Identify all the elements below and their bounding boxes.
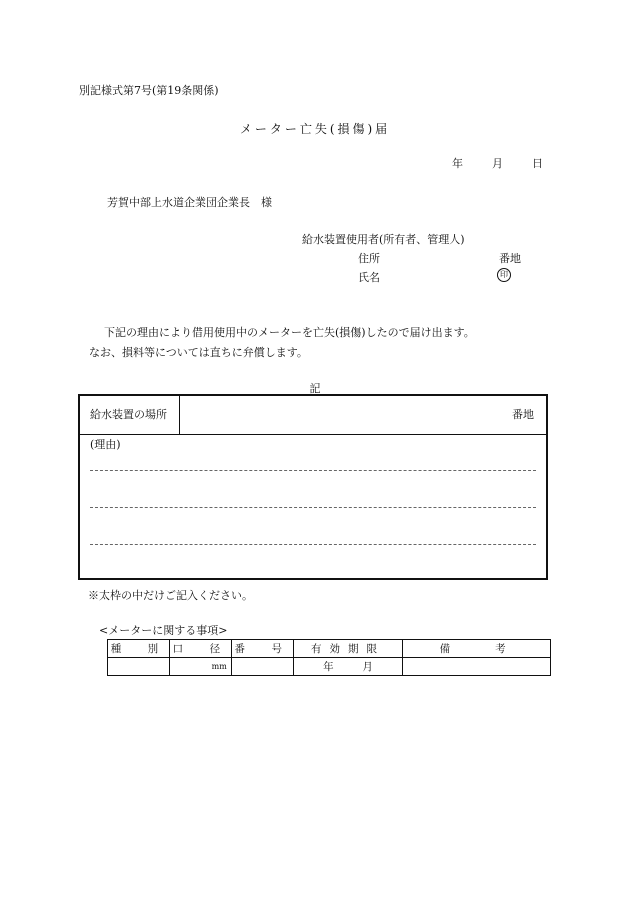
address-suffix: 番地 <box>499 252 521 265</box>
reason-line-2[interactable] <box>90 507 536 508</box>
header-expiry: 有効期限 <box>293 640 403 658</box>
form-reference: 別記様式第7号(第19条関係) <box>79 84 219 97</box>
cell-caliber[interactable]: mm <box>169 658 231 676</box>
meter-heading: <メーターに関する事項> <box>99 624 228 637</box>
cell-remarks[interactable] <box>403 658 551 676</box>
reason-line-3[interactable] <box>90 544 536 545</box>
place-suffix: 番地 <box>512 408 534 421</box>
header-caliber: 口 径 <box>169 640 231 658</box>
place-row <box>80 396 546 435</box>
expiry-year: 年 <box>323 661 334 673</box>
date-line <box>452 155 543 171</box>
date-month: 月 <box>492 157 503 170</box>
body-text-line-1: 下記の理由により借用使用中のメーターを亡失(損傷)したので届け出ます。 <box>104 326 475 339</box>
ki-heading: 記 <box>309 382 321 395</box>
seal-mark: 印 <box>497 268 511 282</box>
fill-note: ※太枠の中だけご記入ください。 <box>88 589 253 602</box>
cell-type[interactable] <box>108 658 170 676</box>
header-number: 番 号 <box>231 640 293 658</box>
meter-table <box>107 639 551 676</box>
body-text-line-2: なお、損料等については直ちに弁償します。 <box>89 346 308 359</box>
entry-box <box>78 394 548 580</box>
header-remarks: 備 考 <box>403 640 551 658</box>
meter-entry-row <box>108 658 551 676</box>
name-label: 氏名 <box>358 271 380 284</box>
applicant-heading: 給水装置使用者(所有者、管理人) <box>302 233 465 246</box>
address-label: 住所 <box>358 252 380 265</box>
date-day: 日 <box>532 157 543 170</box>
cell-number[interactable] <box>231 658 293 676</box>
addressee: 芳賀中部上水道企業団企業長 様 <box>107 196 272 209</box>
date-year: 年 <box>452 157 463 170</box>
reason-label: (理由) <box>90 438 121 451</box>
header-type: 種 別 <box>108 640 170 658</box>
document-title: メーター亡失(損傷)届 <box>239 122 391 136</box>
cell-expiry[interactable] <box>293 658 403 676</box>
place-label: 給水装置の場所 <box>80 396 180 434</box>
expiry-month: 月 <box>362 661 373 673</box>
meter-header-row <box>108 640 551 658</box>
reason-line-1[interactable] <box>90 470 536 471</box>
